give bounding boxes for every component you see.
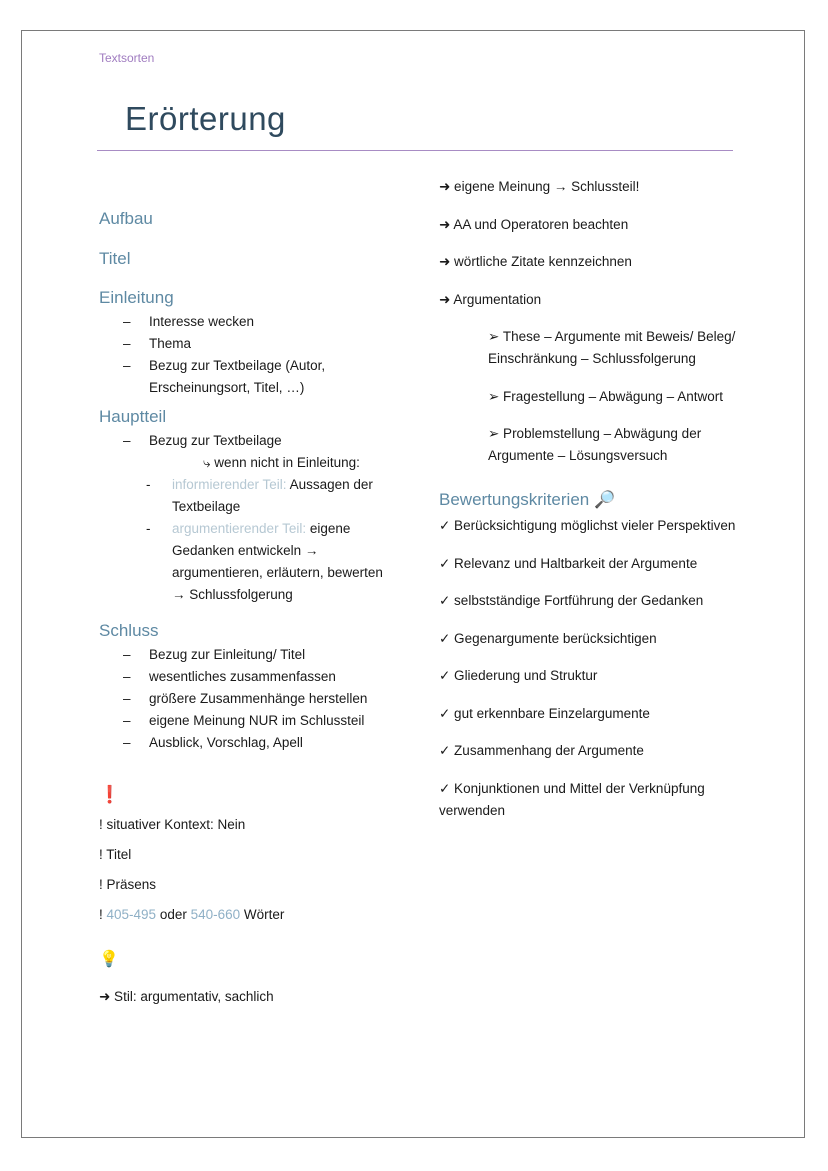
section-heading-bewertungskriterien: Bewertungskriterien 🔎 [439, 490, 616, 509]
criteria-item: ✓ selbstständige Fortführung der Gedanken [439, 593, 704, 608]
section-heading-aufbau: Aufbau [99, 209, 153, 228]
criteria-item: ✓ Berücksichtigung möglichst vieler Perspektiven [439, 518, 736, 533]
list-item: - informierender Teil: Aussagen der Textbeilage [146, 477, 373, 514]
hauptteil-list [99, 430, 399, 452]
list-item: - argumentierender Teil: eigene Gedanken entwickeln → argumentieren, erläutern, bewerten → Schlussfolgerung [146, 521, 383, 602]
list-item: – Interesse wecken [123, 314, 255, 329]
criteria-item: ✓ Konjunktionen und Mittel der Verknüpfung verwenden [439, 780, 705, 818]
hint-item: ➜ Argumentation [439, 291, 542, 307]
page-title: Erörterung [125, 100, 286, 137]
argumentation-item: ➢ Problemstellung – Abwägung der Argumente – Lösungsversuch [488, 426, 702, 463]
criteria-item: ✓ Gegenargumente berücksichtigen [439, 630, 657, 646]
list-item: – Bezug zur Einleitung/ Titel [123, 647, 306, 662]
note-line: ! Präsens [99, 877, 157, 892]
criteria-item: ✓ Zusammenhang der Argumente [439, 743, 644, 758]
list-item: – größere Zusammenhänge herstellen [123, 691, 368, 706]
exclamation-icon: ❗ [99, 785, 121, 804]
hint-item: ➜ AA und Operatoren beachten [439, 216, 629, 232]
list-item: – eigene Meinung NUR im Schlussteil [123, 713, 365, 728]
criteria-item: ✓ gut erkennbare Einzelargumente [439, 705, 650, 721]
style-tip: ➜ Stil: argumentativ, sachlich [99, 989, 274, 1004]
title-divider [97, 150, 733, 151]
einleitung-list [99, 311, 399, 399]
list-item: – wesentliches zusammenfassen [123, 669, 336, 684]
note-line: ! Titel [99, 847, 132, 862]
list-item: – Thema [123, 336, 192, 351]
hint-item: ➜ eigene Meinung → Schlussteil! [439, 179, 640, 194]
header-label: Textsorten [99, 51, 155, 65]
criteria-item: ✓ Relevanz und Haltbarkeit der Argumente [439, 555, 698, 571]
note-line: ! situativer Kontext: Nein [99, 817, 246, 832]
section-heading-titel: Titel [99, 249, 131, 268]
section-heading-schluss: Schluss [99, 621, 159, 640]
argumentation-item: ➢ Fragestellung – Abwägung – Antwort [488, 388, 723, 404]
section-heading-einleitung: Einleitung [99, 288, 174, 307]
list-item: – Ausblick, Vorschlag, Apell [123, 735, 303, 750]
hint-item: ➜ wörtliche Zitate kennzeichnen [439, 254, 632, 269]
criteria-item: ✓ Gliederung und Struktur [439, 668, 598, 683]
lightbulb-icon: 💡 [99, 951, 119, 968]
word-count-note: ! 405-495 oder 540-660 Wörter [99, 907, 285, 922]
schluss-list [99, 644, 399, 754]
section-heading-hauptteil: Hauptteil [99, 407, 167, 426]
left-column [99, 208, 399, 1008]
list-item: – Bezug zur Textbeilage [123, 433, 282, 448]
hauptteil-sublist [99, 474, 399, 606]
magnifier-icon: 🔎 [593, 490, 616, 509]
argumentation-item: ➢ These – Argumente mit Beweis/ Beleg/ Einschränkung – Schlussfolgerung [488, 329, 736, 366]
list-item: – Bezug zur Textbeilage (Autor, Erscheinungsort, Titel, …) [123, 358, 326, 395]
hook-note: ⤷ wenn nicht in Einleitung: [203, 455, 360, 470]
right-column [439, 176, 739, 837]
